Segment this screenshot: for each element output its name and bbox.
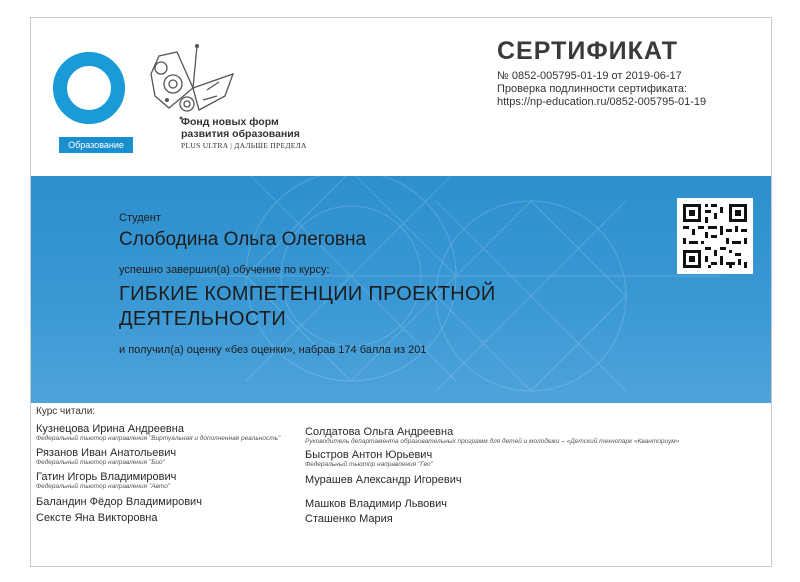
blue-band [31,176,771,403]
lecturer-name: Кузнецова Ирина Андреевна [36,423,184,435]
lecturer-role: Руководитель департамента образовательных программ для детей и молодежи – «Детский технопарк «Кванториум» [305,438,680,445]
lecturer-item [36,471,176,491]
lecturer-item [36,512,158,524]
completed-text: успешно завершил(а) обучение по курсу: [119,264,330,276]
education-logo-icon [53,52,125,124]
student-label: Студент [119,212,161,224]
certificate-number: № 0852-005795-01-19 от 2019-06-17 [497,70,682,82]
lecturer-name: Сташенко Мария [305,513,393,525]
lecturer-name: Быстров Антон Юрьевич [305,449,433,461]
verify-label: Проверка подлинности сертификата: [497,83,688,95]
lecturer-name: Мурашев Александр Игоревич [305,474,462,486]
fund-name-line1: Фонд новых форм [181,116,279,128]
lecturer-name: Солдатова Ольга Андреевна [305,426,454,438]
student-name: Слободина Ольга Олеговна [119,229,367,250]
course-title: ГИБКИЕ КОМПЕТЕНЦИИ ПРОЕКТНОЙ ДЕЯТЕЛЬНОСТИ [119,283,496,330]
education-logo-label: Образование [59,137,133,153]
lecturer-item [305,426,679,446]
lecturer-item [305,498,447,510]
fund-name [181,116,300,140]
lecturer-item [36,423,280,443]
fund-name-line2: развития образования [181,128,300,140]
certificate-meta [497,70,706,109]
lecturer-name: Сексте Яна Викторовна [36,512,158,524]
butterfly-gears-icon [147,44,237,126]
certificate [30,17,772,567]
lecturer-role: Федеральный тьютор направления "Виртуальная и дополненная реальность" [36,435,281,442]
certificate-title: СЕРТИФИКАТ [497,37,678,65]
grade-text: и получил(а) оценку «без оценки», набрав 174 балла из 201 [119,344,427,356]
lecturer-role: Федеральный тьютор направления "Био" [36,459,165,466]
fund-motto: PLUS ULTRA | ДАЛЬШЕ ПРЕДЕЛА [181,141,307,150]
lecturer-item [305,449,433,469]
lecturer-name: Рязанов Иван Анатольевич [36,447,177,459]
lecturer-name: Машков Владимир Львович [305,498,448,510]
lecturer-item [36,447,176,467]
lecturer-name: Гатин Игорь Владимирович [36,471,177,483]
qr-code-icon [677,198,753,274]
lecturer-name: Баландин Фёдор Владимирович [36,496,202,508]
lecturers-title: Курс читали: [36,406,96,417]
lecturer-item [305,474,462,486]
lecturer-role: Федеральный тьютор направления "Авто" [36,483,171,490]
verify-url[interactable]: https://np-education.ru/0852-005795-01-19 [497,96,707,108]
lecturer-role: Федеральный тьютор направления "Гео" [305,461,433,468]
lecturer-item [305,513,393,525]
lecturer-item [36,496,202,508]
